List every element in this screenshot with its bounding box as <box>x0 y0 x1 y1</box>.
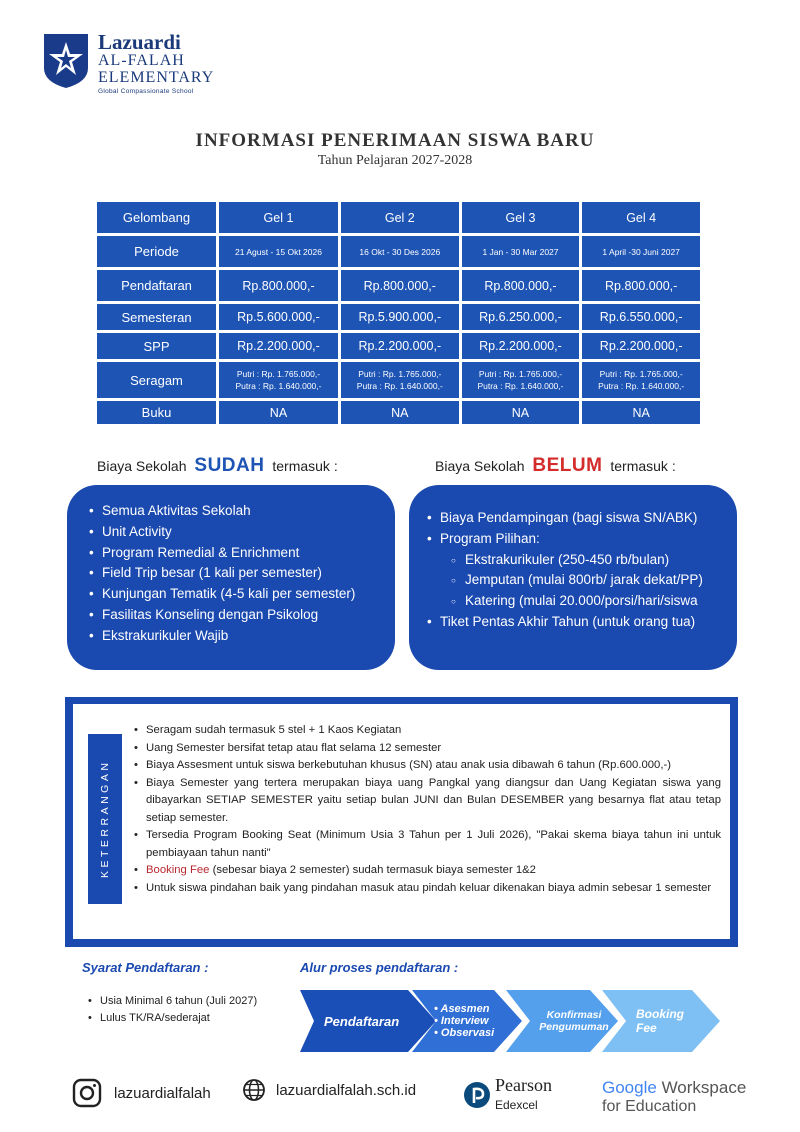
excluded-box <box>409 485 737 670</box>
sub-list-item: ○ Jemputan (mulai 800rb/ jarak dekat/PP) <box>427 570 737 591</box>
table-cell: Rp.5.900.000,- <box>341 304 459 330</box>
list-item: • Program Pilihan: <box>427 529 737 550</box>
seragam-putra: Putra : Rp. 1.640.000,- <box>235 381 322 391</box>
for-education-text: for Education <box>602 1098 697 1115</box>
table-cell: 1 April -30 Juni 2027 <box>582 236 700 267</box>
syarat-heading: Syarat Pendaftaran : <box>82 960 209 975</box>
table-cell: NA <box>582 401 700 424</box>
table-row-buku <box>97 401 700 424</box>
excluded-heading <box>435 455 676 477</box>
flow-step-text: Pengumuman <box>539 1021 609 1033</box>
excluded-keyword: BELUM <box>532 455 603 476</box>
keterangan-label-bar <box>88 734 122 904</box>
instagram-handle: lazuardialfalah <box>114 1084 211 1102</box>
included-suffix: termasuk : <box>272 458 338 474</box>
table-cell: Rp.6.250.000,- <box>462 304 580 330</box>
seragam-putri: Putri : Rp. 1.765.000,- <box>478 369 563 379</box>
excluded-prefix: Biaya Sekolah <box>435 458 525 474</box>
table-row-pendaftaran <box>97 270 700 301</box>
list-item: • Seragam sudah termasuk 5 stel + 1 Kaos Kegiatan <box>133 722 721 740</box>
table-cell: Periode <box>97 236 216 267</box>
included-keyword: SUDAH <box>194 455 265 476</box>
logo-brand: Lazuardi <box>98 30 181 54</box>
booking-fee-highlight: Booking Fee <box>146 864 210 876</box>
booking-fee-text: (sebesar biaya 2 semester) sudah termasuk biaya semester 1&2 <box>209 864 536 876</box>
flow-step-label-group <box>636 990 706 1052</box>
table-cell: Rp.2.200.000,- <box>462 333 580 359</box>
table-cell <box>582 362 700 398</box>
table-cell: NA <box>462 401 580 424</box>
pearson-edexcel-logo <box>463 1076 552 1114</box>
flow-step-text: Booking <box>636 1007 684 1021</box>
flow-step-text: Interview <box>440 1015 489 1027</box>
pearson-text: Pearson <box>495 1075 552 1095</box>
table-row-header <box>97 202 700 233</box>
list-item: • Fasilitas Konseling dengan Psikolog <box>89 605 395 626</box>
list-item: • Semua Aktivitas Sekolah <box>89 501 395 522</box>
table-cell: Rp.800.000,- <box>219 270 338 301</box>
seragam-putra: Putra : Rp. 1.640.000,- <box>598 381 685 391</box>
table-cell: Rp.5.600.000,- <box>219 304 338 330</box>
alur-heading: Alur proses pendaftaran : <box>300 960 459 975</box>
excluded-suffix: termasuk : <box>610 458 676 474</box>
google-wordmark: Google <box>602 1078 657 1097</box>
list-item: • Tersedia Program Booking Seat (Minimum Usia 3 Tahun per 1 Juli 2026), "Pakai skema biaya tahun ini untuk pembiayaan tahun nanti" <box>133 827 721 862</box>
table-cell: Gel 4 <box>582 202 700 233</box>
table-cell: 1 Jan - 30 Mar 2027 <box>462 236 580 267</box>
pearson-logo-icon <box>463 1081 491 1109</box>
globe-icon <box>242 1078 266 1102</box>
footer-instagram[interactable] <box>72 1078 211 1108</box>
flow-step-label: Pendaftaran <box>324 1013 400 1029</box>
table-cell: Rp.6.550.000,- <box>582 304 700 330</box>
list-item: • Program Remedial & Enrichment <box>89 543 395 564</box>
table-cell: Gelombang <box>97 202 216 233</box>
list-item: • Kunjungan Tematik (4-5 kali per semester) <box>89 584 395 605</box>
flow-step-line: • Asesmen <box>434 1003 490 1015</box>
flow-step-line: • Interview <box>434 1015 489 1027</box>
list-item: • Untuk siswa pindahan baik yang pindahan masuk atau pindah keluar dikenakan biaya admin sebesar 1 semester <box>133 880 721 898</box>
fee-table <box>94 199 703 427</box>
table-cell <box>219 362 338 398</box>
flow-step-text: Fee <box>636 1021 657 1035</box>
table-cell: NA <box>219 401 338 424</box>
list-item: • Field Trip besar (1 kali per semester) <box>89 563 395 584</box>
list-item: • Biaya Semester yang tertera merupakan biaya uang Pangkal yang diangsur dan Uang Kegiatan siswa yang dibayarkan SETIAP SEMESTER yaitu setiap bulan JUNI dan Bulan DESEMBER yang besarnya flat atau tetap setiap semester. <box>133 775 721 828</box>
table-cell: Gel 2 <box>341 202 459 233</box>
list-item <box>133 862 721 880</box>
list-item: • Tiket Pentas Akhir Tahun (untuk orang tua) <box>427 612 737 633</box>
list-item: • Biaya Assesment untuk siswa berkebutuhan khusus (SN) atau anak usia dibawah 6 tahun (Rp.600.000,-) <box>133 757 721 775</box>
table-cell: Rp.2.200.000,- <box>341 333 459 359</box>
seragam-putri: Putri : Rp. 1.765.000,- <box>358 369 442 379</box>
flow-step-text: Asesmen <box>440 1003 490 1015</box>
table-cell <box>341 362 459 398</box>
table-cell: Buku <box>97 401 216 424</box>
website-url: lazuardialfalah.sch.id <box>276 1081 417 1099</box>
footer-website[interactable] <box>242 1078 416 1102</box>
page-title: INFORMASI PENERIMAAN SISWA BARU <box>195 130 595 151</box>
list-item: • Unit Activity <box>89 522 395 543</box>
included-list <box>89 501 395 647</box>
seragam-putra: Putra : Rp. 1.640.000,- <box>356 381 443 391</box>
instagram-icon <box>72 1078 102 1108</box>
seragam-putra: Putra : Rp. 1.640.000,- <box>477 381 564 391</box>
table-cell: Rp.800.000,- <box>582 270 700 301</box>
table-row-periode <box>97 236 700 267</box>
seragam-putri: Putri : Rp. 1.765.000,- <box>599 369 683 379</box>
logo-tagline: Global Compassionate School <box>98 88 194 95</box>
table-cell: Gel 3 <box>462 202 580 233</box>
table-cell: 16 Okt - 30 Des 2026 <box>341 236 459 267</box>
keterangan-list <box>133 722 721 897</box>
table-cell: Rp.800.000,- <box>341 270 459 301</box>
sub-list-item: ○ Katering (mulai 20.000/porsi/hari/siswa <box>427 591 737 612</box>
table-cell: SPP <box>97 333 216 359</box>
list-item: • Uang Semester bersifat tetap atau flat selama 12 semester <box>133 740 721 758</box>
keterangan-label: KETERRANGAN <box>99 759 111 879</box>
table-cell: Seragam <box>97 362 216 398</box>
excluded-list <box>427 508 737 633</box>
table-cell: 21 Agust - 15 Okt 2026 <box>219 236 338 267</box>
table-cell: NA <box>341 401 459 424</box>
table-cell: Semesteran <box>97 304 216 330</box>
list-item: • Usia Minimal 6 tahun (Juli 2027) <box>88 993 257 1010</box>
sub-list-item: ○ Ekstrakurikuler (250-450 rb/bulan) <box>427 550 737 571</box>
table-cell <box>462 362 580 398</box>
workspace-text: Workspace <box>661 1078 747 1097</box>
list-item: • Lulus TK/RA/sederajat <box>88 1010 257 1027</box>
lazuardi-star-icon <box>40 28 92 90</box>
table-row-spp <box>97 333 700 359</box>
list-item: • Biaya Pendampingan (bagi siswa SN/ABK) <box>427 508 737 529</box>
table-cell: Rp.800.000,- <box>462 270 580 301</box>
edexcel-text: Edexcel <box>495 1098 538 1112</box>
included-prefix: Biaya Sekolah <box>97 458 187 474</box>
table-row-seragam <box>97 362 700 398</box>
table-cell: Rp.2.200.000,- <box>219 333 338 359</box>
google-workspace-line <box>602 1078 746 1097</box>
logo-line3: ELEMENTARY <box>98 69 215 86</box>
table-cell: Rp.2.200.000,- <box>582 333 700 359</box>
table-cell: Pendaftaran <box>97 270 216 301</box>
flow-step-line: • Observasi <box>434 1027 495 1039</box>
page-subtitle: Tahun Pelajaran 2027-2028 <box>317 153 473 168</box>
logo-line2: AL-FALAH <box>98 52 185 69</box>
flow-step-booking <box>602 990 720 1052</box>
google-workspace-logo <box>602 1078 746 1116</box>
flow-step-text: Observasi <box>440 1027 495 1039</box>
included-box <box>67 485 395 670</box>
table-cell: Gel 1 <box>219 202 338 233</box>
included-heading <box>97 455 338 477</box>
school-logo <box>40 28 214 95</box>
flow-step-label-group <box>434 990 514 1052</box>
syarat-list <box>88 993 257 1027</box>
seragam-putri: Putri : Rp. 1.765.000,- <box>236 369 321 379</box>
list-item: • Ekstrakurikuler Wajib <box>89 626 395 647</box>
flow-step-text: Konfirmasi <box>546 1009 602 1021</box>
table-row-semesteran <box>97 304 700 330</box>
